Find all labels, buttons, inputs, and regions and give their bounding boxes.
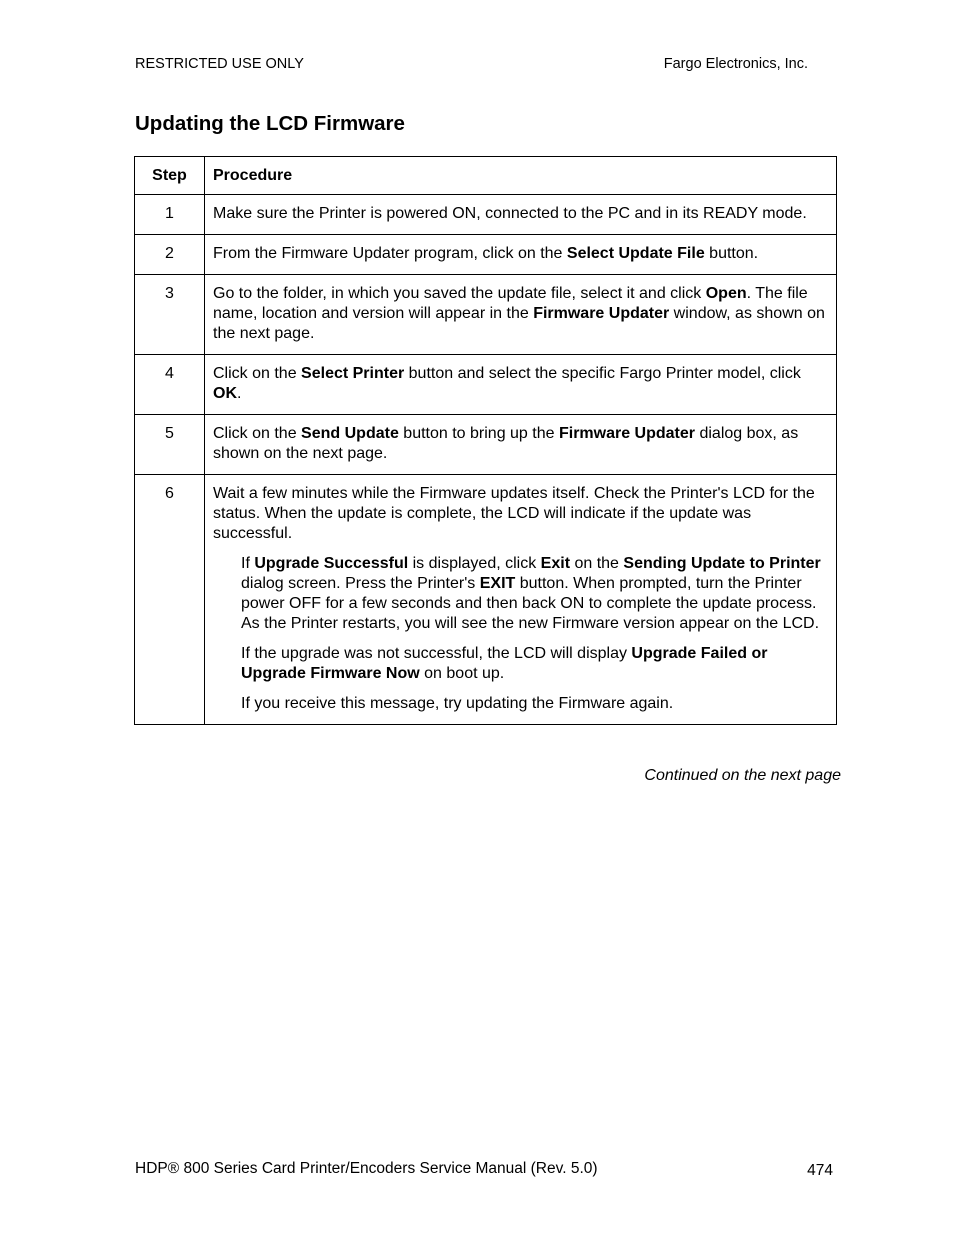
procedure-column-header: Procedure: [205, 157, 837, 195]
body-text: window, as shown on the next page.: [213, 305, 825, 342]
emphasis-text: Select Update File: [566, 245, 705, 262]
body-text: If you receive this message, try updating the Firmware again.: [241, 695, 674, 712]
procedure-paragraph: [213, 244, 826, 264]
body-text: is displayed, click: [408, 555, 541, 572]
procedure-paragraph: [213, 364, 826, 404]
body-text: button to bring up the: [398, 425, 559, 442]
emphasis-text: Exit: [540, 555, 571, 572]
step-number: 6: [135, 475, 205, 725]
step-procedure: [205, 235, 837, 275]
running-header-left: RESTRICTED USE ONLY: [135, 56, 304, 72]
emphasis-text: OK: [213, 385, 237, 402]
body-text: From the Firmware Updater program, click on the: [213, 245, 567, 262]
body-text: Click on the: [213, 425, 302, 442]
body-text: dialog screen. Press the Printer's: [241, 575, 480, 592]
body-text: If: [241, 555, 255, 572]
body-text: If the upgrade was not successful, the LCD will display: [241, 645, 632, 662]
body-text: button. When prompted, turn the Printer power OFF for a few seconds and then back ON to complete the update process. As the Printer restarts, you will see the new Firmware version appear on the LCD.: [241, 575, 820, 632]
procedure-subparagraph: [241, 644, 826, 684]
body-text: on the: [570, 555, 624, 572]
body-text: Make sure the Printer is powered ON, connected to the PC and in its READY mode.: [213, 205, 807, 222]
procedure-paragraph: [213, 424, 826, 464]
table-header-row: [135, 157, 837, 195]
step-column-header: Step: [135, 157, 205, 195]
body-text: Go to the folder, in which you saved the update file, select it and click: [213, 285, 706, 302]
table-row: [135, 235, 837, 275]
emphasis-text: Upgrade Failed or Upgrade Firmware Now: [241, 645, 768, 682]
procedure-subparagraph: [241, 694, 826, 714]
table-row: [135, 275, 837, 355]
step-number: 5: [135, 415, 205, 475]
body-text: Click on the: [213, 365, 302, 382]
table-row: [135, 475, 837, 725]
step-number: 2: [135, 235, 205, 275]
footer-page-number: 474: [807, 1162, 833, 1179]
procedure-paragraph: [213, 284, 826, 344]
running-header-right: Fargo Electronics, Inc.: [663, 56, 808, 72]
emphasis-text: Upgrade Successful: [254, 555, 409, 572]
procedure-paragraph: [213, 204, 826, 224]
procedure-table-body: [135, 195, 837, 725]
procedure-paragraph: [213, 484, 826, 544]
step-procedure: [205, 415, 837, 475]
body-text: Wait a few minutes while the Firmware updates itself. Check the Printer's LCD for the status. When the update is complete, the LCD will indicate if the update was successful.: [213, 485, 815, 542]
body-text: dialog box, as shown on the next page.: [213, 425, 799, 462]
step-number: 1: [135, 195, 205, 235]
table-row: [135, 195, 837, 235]
continued-note: Continued on the next page: [644, 767, 841, 784]
procedure-subparagraph: [241, 554, 826, 634]
emphasis-text: Select Printer: [301, 365, 405, 382]
emphasis-text: EXIT: [479, 575, 516, 592]
emphasis-text: Sending Update to Printer: [623, 555, 821, 572]
footer-manual-title: HDP® 800 Series Card Printer/Encoders Service Manual (Rev. 5.0): [135, 1160, 598, 1177]
procedure-table: [134, 156, 837, 725]
body-text: . The file name, location and version will appear in the: [213, 285, 808, 322]
table-row: [135, 355, 837, 415]
step-procedure: [205, 195, 837, 235]
emphasis-text: Open: [705, 285, 747, 302]
table-row: [135, 415, 837, 475]
body-text: on boot up.: [419, 665, 505, 682]
page-title: Updating the LCD Firmware: [135, 112, 405, 135]
step-procedure: [205, 475, 837, 725]
step-procedure: [205, 355, 837, 415]
step-number: 4: [135, 355, 205, 415]
body-text: .: [237, 385, 242, 402]
body-text: button.: [704, 245, 759, 262]
body-text: button and select the specific Fargo Printer model, click: [404, 365, 801, 382]
step-procedure: [205, 275, 837, 355]
step-number: 3: [135, 275, 205, 355]
emphasis-text: Send Update: [301, 425, 399, 442]
emphasis-text: Firmware Updater: [558, 425, 696, 442]
emphasis-text: Firmware Updater: [533, 305, 670, 322]
